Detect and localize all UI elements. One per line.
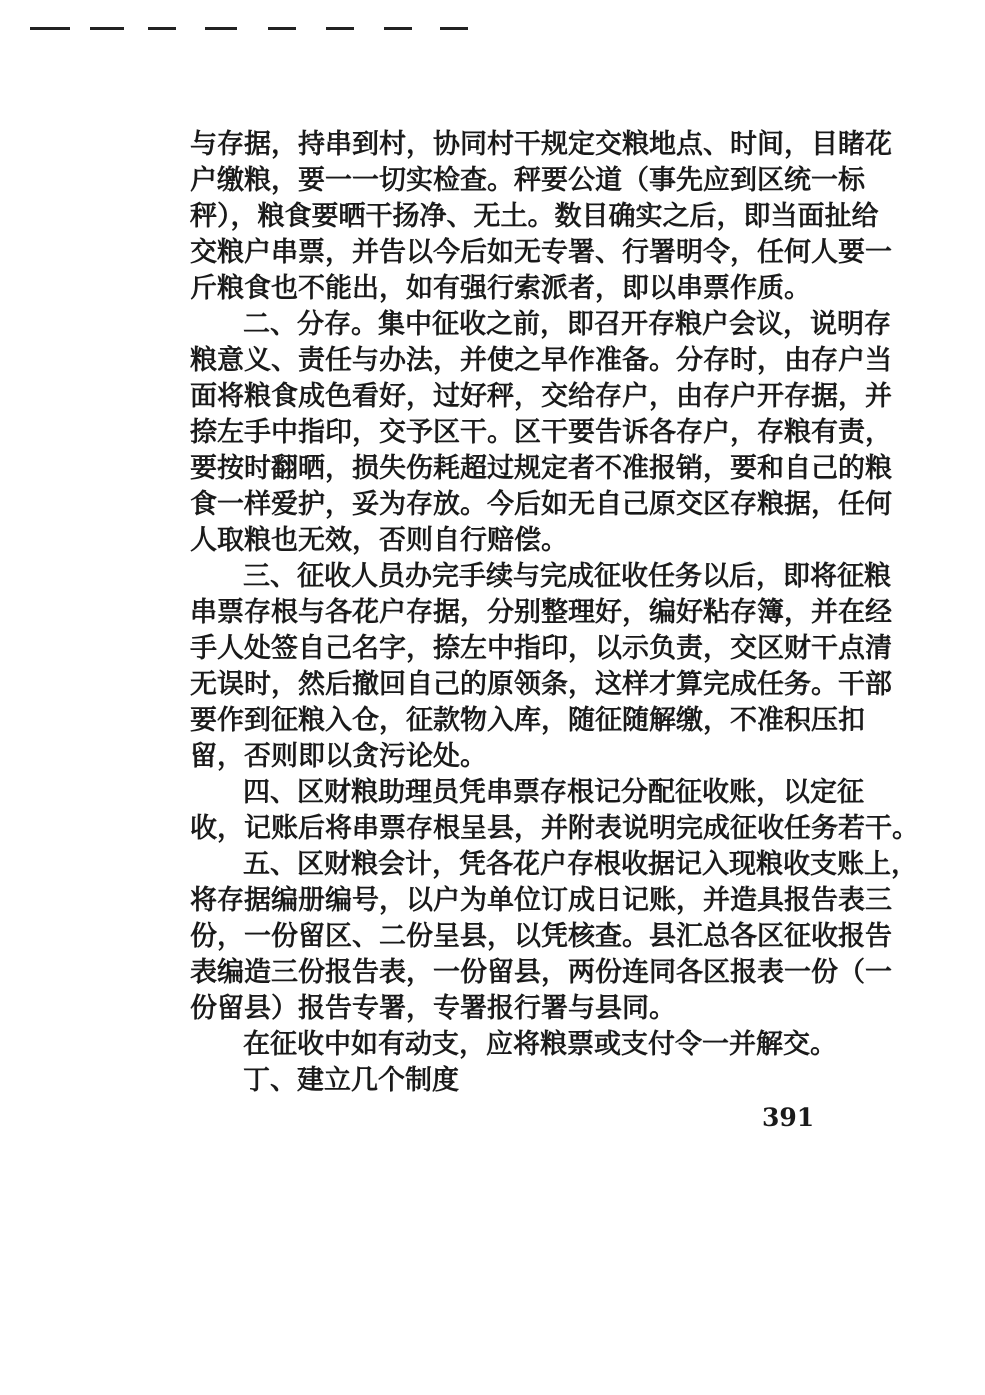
text-line: 将存据编册编号，以户为单位订成日记账，并造具报告表三 (190, 885, 892, 916)
page-number: 391 (762, 1103, 815, 1132)
header-dash (30, 27, 70, 30)
section-heading: 丁、建立几个制度 (243, 1065, 459, 1096)
text-line: 与存据，持串到村，协同村干规定交粮地点、时间，目睹花 (190, 129, 892, 160)
text-line: 斤粮食也不能出，如有强行索派者，即以串票作质。 (190, 273, 811, 304)
text-line: 交粮户串票，并告以今后如无专署、行署明令，任何人要一 (190, 237, 892, 268)
text-line: 捺左手中指印，交予区干。区干要告诉各存户，存粮有责， (190, 417, 892, 448)
header-dash (384, 27, 412, 30)
text-line: 要按时翻晒，损失伤耗超过规定者不准报销，要和自己的粮 (190, 453, 892, 484)
paragraph-start: 四、区财粮助理员凭串票存根记分配征收账，以定征 (243, 777, 864, 808)
text-line: 人取粮也无效，否则自行赔偿。 (190, 525, 568, 556)
text-line: 秤），粮食要晒干扬净、无土。数目确实之后，即当面扯给 (190, 201, 879, 232)
header-dash (268, 27, 296, 30)
text-line: 收，记账后将串票存根呈县，并附表说明完成征收任务若干。 (190, 813, 919, 844)
text-line: 表编造三份报告表，一份留县，两份连同各区报表一份（一 (190, 957, 892, 988)
text-line: 手人处签自己名字，捺左中指印，以示负责，交区财干点清 (190, 633, 892, 664)
text-line: 份留县）报告专署，专署报行署与县同。 (190, 993, 676, 1024)
paragraph-start: 二、分存。集中征收之前，即召开存粮户会议，说明存 (243, 309, 891, 340)
header-dash (205, 27, 237, 30)
text-line: 串票存根与各花户存据，分别整理好，编好粘存簿，并在经 (190, 597, 892, 628)
text-line: 户缴粮，要一一切实检查。秤要公道（事先应到区统一标 (190, 165, 865, 196)
text-line: 面将粮食成色看好，过好秤，交给存户，由存户开存据，并 (190, 381, 892, 412)
text-line: 要作到征粮入仓，征款物入库，随征随解缴，不准积压扣 (190, 705, 865, 736)
header-dash (326, 27, 354, 30)
header-dash (148, 27, 176, 30)
text-line: 无误时，然后撤回自己的原领条，这样才算完成任务。干部 (190, 669, 892, 700)
paragraph-start: 五、区财粮会计，凭各花户存根收据记入现粮收支账上， (243, 849, 918, 880)
paragraph-start: 在征收中如有动支，应将粮票或支付令一并解交。 (243, 1029, 837, 1060)
header-dash (90, 27, 124, 30)
text-line: 份，一份留区、二份呈县，以凭核查。县汇总各区征收报告 (190, 921, 892, 952)
text-line: 食一样爱护，妥为存放。今后如无自己原交区存粮据，任何 (190, 489, 892, 520)
header-dash (440, 27, 468, 30)
text-line: 留，否则即以贪污论处。 (190, 741, 487, 772)
paragraph-start: 三、征收人员办完手续与完成征收任务以后，即将征粮 (243, 561, 891, 592)
text-line: 粮意义、责任与办法，并使之早作准备。分存时，由存户当 (190, 345, 892, 376)
